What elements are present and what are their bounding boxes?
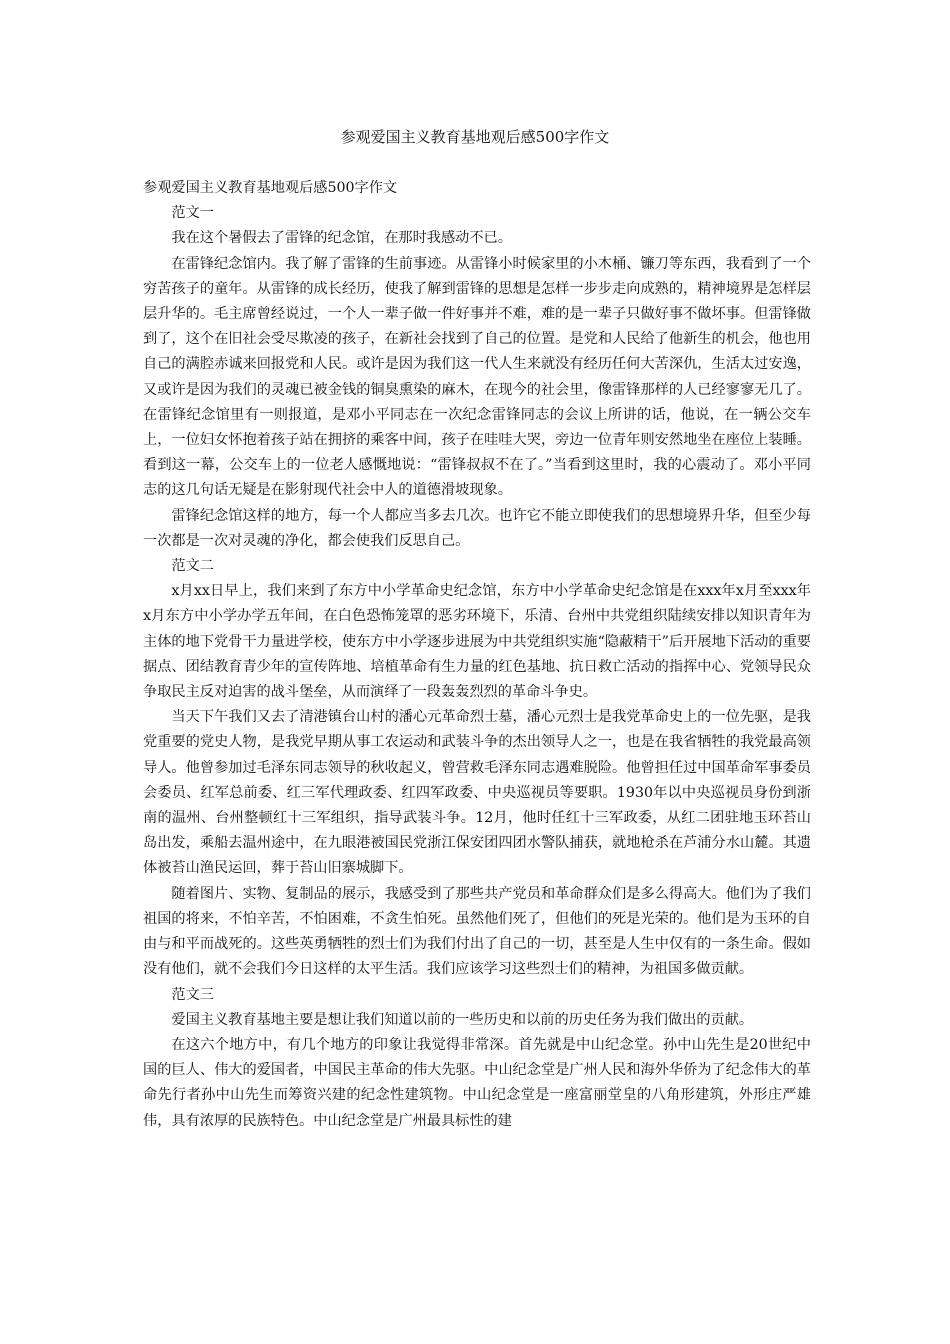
document-body bbox=[143, 176, 811, 1134]
paragraph: x月xx日早上，我们来到了东方中小学革命史纪念馆，东方中小学革命史纪念馆是在xxx年x月至xxx年x月东方中小学办学五年间，在白色恐怖笼罩的恶劣环境下，乐清、台州中共党组织陆续安排以知识青年为主体的地下党骨干力量进学校，使东方中小学逐步进展为中共党组织实施“隐蔽精干”后开展地下活动的重要据点、团结教育青少年的宣传阵地、培植革命有生力量的红色基地、抗日救亡活动的指挥中心、党领导民众争取民主反对迫害的战斗堡垒，从而演绎了一段轰轰烈烈的革命斗争史。 bbox=[143, 583, 811, 701]
paragraph: 在雷锋纪念馆内。我了解了雷锋的生前事迹。从雷锋小时候家里的小木桶、镰刀等东西，我看到了一个穷苦孩子的童年。从雷锋的成长经历，使我了解到雷锋的思想是怎样一步步走向成熟的，精神境界是怎样层层升华的。毛主席曾经说过，一个人一辈子做一件好事并不难，难的是一辈子只做好事不做坏事。但雷锋做到了，这个在旧社会受尽欺凌的孩子，在新社会找到了自己的位置。是党和人民给了他新生的机会，他也用自己的满腔赤诚来回报党和人民。或许是因为我们这一代人生来就没有经历任何大苦深仇，生活太过安逸，又或许是因为我们的灵魂已被金钱的铜臭熏染的麻木，在现今的社会里，像雷锋那样的人已经寥寥无几了。在雷锋纪念馆里有一则报道，是邓小平同志在一次纪念雷锋同志的会议上所讲的话，他说，在一辆公交车上，一位妇女怀抱着孩子站在拥挤的乘客中间，孩子在哇哇大哭，旁边一位青年则安然地坐在座位上装睡。看到这一幕，公交车上的一位老人感慨地说：“雷锋叔叔不在了。”当看到这里时，我的心震动了。邓小平同志的这几句话无疑是在影射现代社会中人的道德滑坡现象。 bbox=[143, 255, 811, 499]
paragraph: 我在这个暑假去了雷锋的纪念馆，在那时我感动不已。 bbox=[171, 230, 512, 247]
section-label-2: 范文二 bbox=[171, 558, 214, 575]
document-title: 参观爱国主义教育基地观后感500字作文 bbox=[340, 128, 610, 146]
paragraph: 爱国主义教育基地主要是想让我们知道以前的一些历史和以前的历史任务为我们做出的贡献。 bbox=[171, 1011, 754, 1028]
section-label-1: 范文一 bbox=[171, 205, 214, 222]
paragraph: 雷锋纪念馆这样的地方，每一个人都应当多去几次。也许它不能立即使我们的思想境界升华，但至少每一次都是一次对灵魂的净化，都会使我们反思自己。 bbox=[143, 507, 811, 549]
paragraph: 随着图片、实物、复制品的展示，我感受到了那些共产党员和革命群众们是多么得高大。他们为了我们祖国的将来，不怕辛苦，不怕困难，不贪生怕死。虽然他们死了，但他们的死是光荣的。他们是为玉环的自由与和平而战死的。这些英勇牺牲的烈士们为我们付出了自己的一切，甚至是人生中仅有的一条生命。假如没有他们，就不会我们今日这样的太平生活。我们应该学习这些烈士们的精神，为祖国多做贡献。 bbox=[143, 885, 811, 978]
paragraph: 当天下午我们又去了清港镇台山村的潘心元革命烈士墓，潘心元烈士是我党革命史上的一位先驱，是我党重要的党史人物，是我党早期从事工农运动和武装斗争的杰出领导人之一，也是在我省牺牲的我党最高领导人。他曾参加过毛泽东同志领导的秋收起义，曾营救毛泽东同志遇难脱险。他曾担任过中国革命军事委员会委员、红军总前委、红三军代理政委、红四军政委、中央巡视员等要职。1930年以中央巡视员身份到浙南的温州、台州整顿红十三军组织，指导武装斗争。12月，他时任红十三军政委，从红二团驻地玉环苔山岛出发，乘船去温州途中，在九眼港被国民党浙江保安团四团水警队捕获，就地枪杀在芦浦分水山麓。其遗体被苔山渔民运回，葬于苔山旧寨城脚下。 bbox=[143, 709, 811, 877]
section-label-3: 范文三 bbox=[171, 986, 214, 1003]
paragraph: 在这六个地方中，有几个地方的印象让我觉得非常深。首先就是中山纪念堂。孙中山先生是20世纪中国的巨人、伟大的爱国者，中国民主革命的伟大先驱。中山纪念堂是广州人民和海外华侨为了纪念伟大的革命先行者孙中山先生而筹资兴建的纪念性建筑物。中山纪念堂是一座富丽堂皇的八角形建筑，外形庄严雄伟，具有浓厚的民族特色。中山纪念堂是广州最具标性的建 bbox=[143, 1036, 811, 1129]
document-heading: 参观爱国主义教育基地观后感500字作文 bbox=[143, 180, 398, 196]
